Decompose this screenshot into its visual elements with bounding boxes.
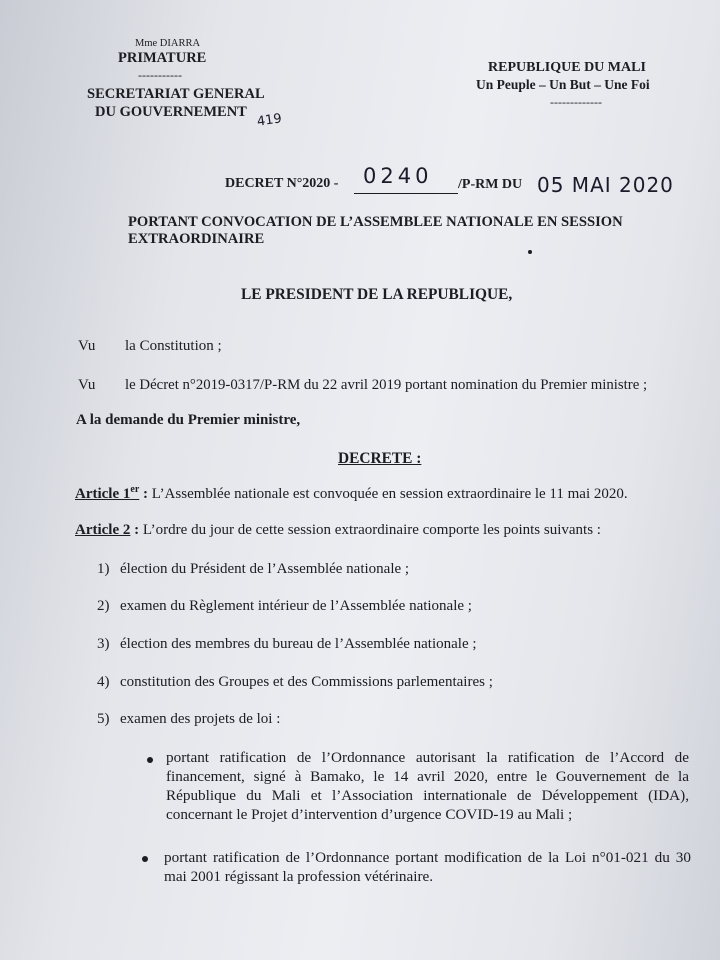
agenda-num-5: 5) <box>97 711 110 727</box>
primature-label: PRIMATURE <box>118 50 207 66</box>
stray-mark <box>528 250 532 254</box>
agenda-text-2: examen du Règlement intérieur de l’Assemblée nationale ; <box>120 598 472 614</box>
handwritten-mark: 419 <box>256 111 283 130</box>
agenda-num-2: 2) <box>97 598 110 614</box>
decree-prefix: DECRET N°2020 - <box>225 176 339 191</box>
article-2-label: Article 2 <box>75 522 131 538</box>
decree-suffix: /P-RM DU <box>458 177 523 192</box>
article-1-label <box>75 486 139 502</box>
bullet-icon <box>147 757 153 763</box>
agenda-num-3: 3) <box>97 636 110 652</box>
vu-label-1: Vu <box>78 338 96 354</box>
agenda-num-1: 1) <box>97 561 110 577</box>
article-1-label-text: Article 1 <box>75 486 131 502</box>
vu-label-2: Vu <box>78 377 96 393</box>
vu-text-2: le Décret n°2019-0317/P-RM du 22 avril 2019 portant nomination du Premier ministre ; <box>125 377 648 393</box>
subject-line1: PORTANT CONVOCATION DE L’ASSEMBLEE NATIONALE EN SESSION <box>128 214 623 230</box>
article-1-colon: : <box>139 486 149 502</box>
article-2-text: L’ordre du jour de cette session extraordinaire comporte les points suivants : <box>142 522 601 538</box>
header-left-divider: ----------- <box>138 68 182 82</box>
bill-item-2: portant ratification de l’Ordonnance portant modification de la Loi n°01-021 du 30 mai 2001 régissant la profession vétérinaire. <box>164 849 691 885</box>
agenda-text-1: élection du Président de l’Assemblée nationale ; <box>120 561 410 577</box>
header-right-divider: ------------- <box>550 95 602 109</box>
vu-text-1: la Constitution ; <box>125 338 222 354</box>
decrete-heading <box>338 450 421 468</box>
decree-number-underline <box>354 193 458 194</box>
article-1 <box>75 484 628 503</box>
republic-motto: Un Peuple – Un But – Une Foi <box>476 77 650 92</box>
request-line: A la demande du Premier ministre, <box>76 412 301 428</box>
article-2 <box>75 522 601 539</box>
article-1-sup: er <box>130 484 140 495</box>
agenda-text-5: examen des projets de loi : <box>120 711 281 727</box>
decree-number: 0240 <box>363 164 433 188</box>
decree-date: 05 MAI 2020 <box>537 173 674 197</box>
agenda-text-4: constitution des Groupes et des Commissions parlementaires ; <box>120 674 493 690</box>
article-2-colon: : <box>130 522 140 538</box>
secretariat-line1: SECRETARIAT GENERAL <box>87 86 265 102</box>
bullet-icon <box>142 856 148 862</box>
secretariat-line2: DU GOUVERNEMENT <box>95 104 247 120</box>
subject-line2: EXTRAORDINAIRE <box>128 231 265 247</box>
author-note: Mme DIARRA <box>135 38 201 49</box>
agenda-text-3: élection des membres du bureau de l’Assemblée nationale ; <box>120 636 477 652</box>
republic-title: REPUBLIQUE DU MALI <box>488 60 646 75</box>
president-heading: LE PRESIDENT DE LA REPUBLIQUE, <box>241 286 513 303</box>
decrete-text: DECRETE : <box>338 450 422 467</box>
agenda-num-4: 4) <box>97 674 110 690</box>
bill-item-1: portant ratification de l’Ordonnance autorisant la ratification de l’Accord de financement, signé à Bamako, le 14 avril 2020, entre le Gouvernement de la République du Mali et l’Association internationale de Développement (IDA), concernant le Projet d’intervention d’urgence COVID-19 au Mali ; <box>166 749 689 823</box>
article-1-text: L’Assemblée nationale est convoquée en session extraordinaire le 11 mai 2020. <box>151 486 628 502</box>
